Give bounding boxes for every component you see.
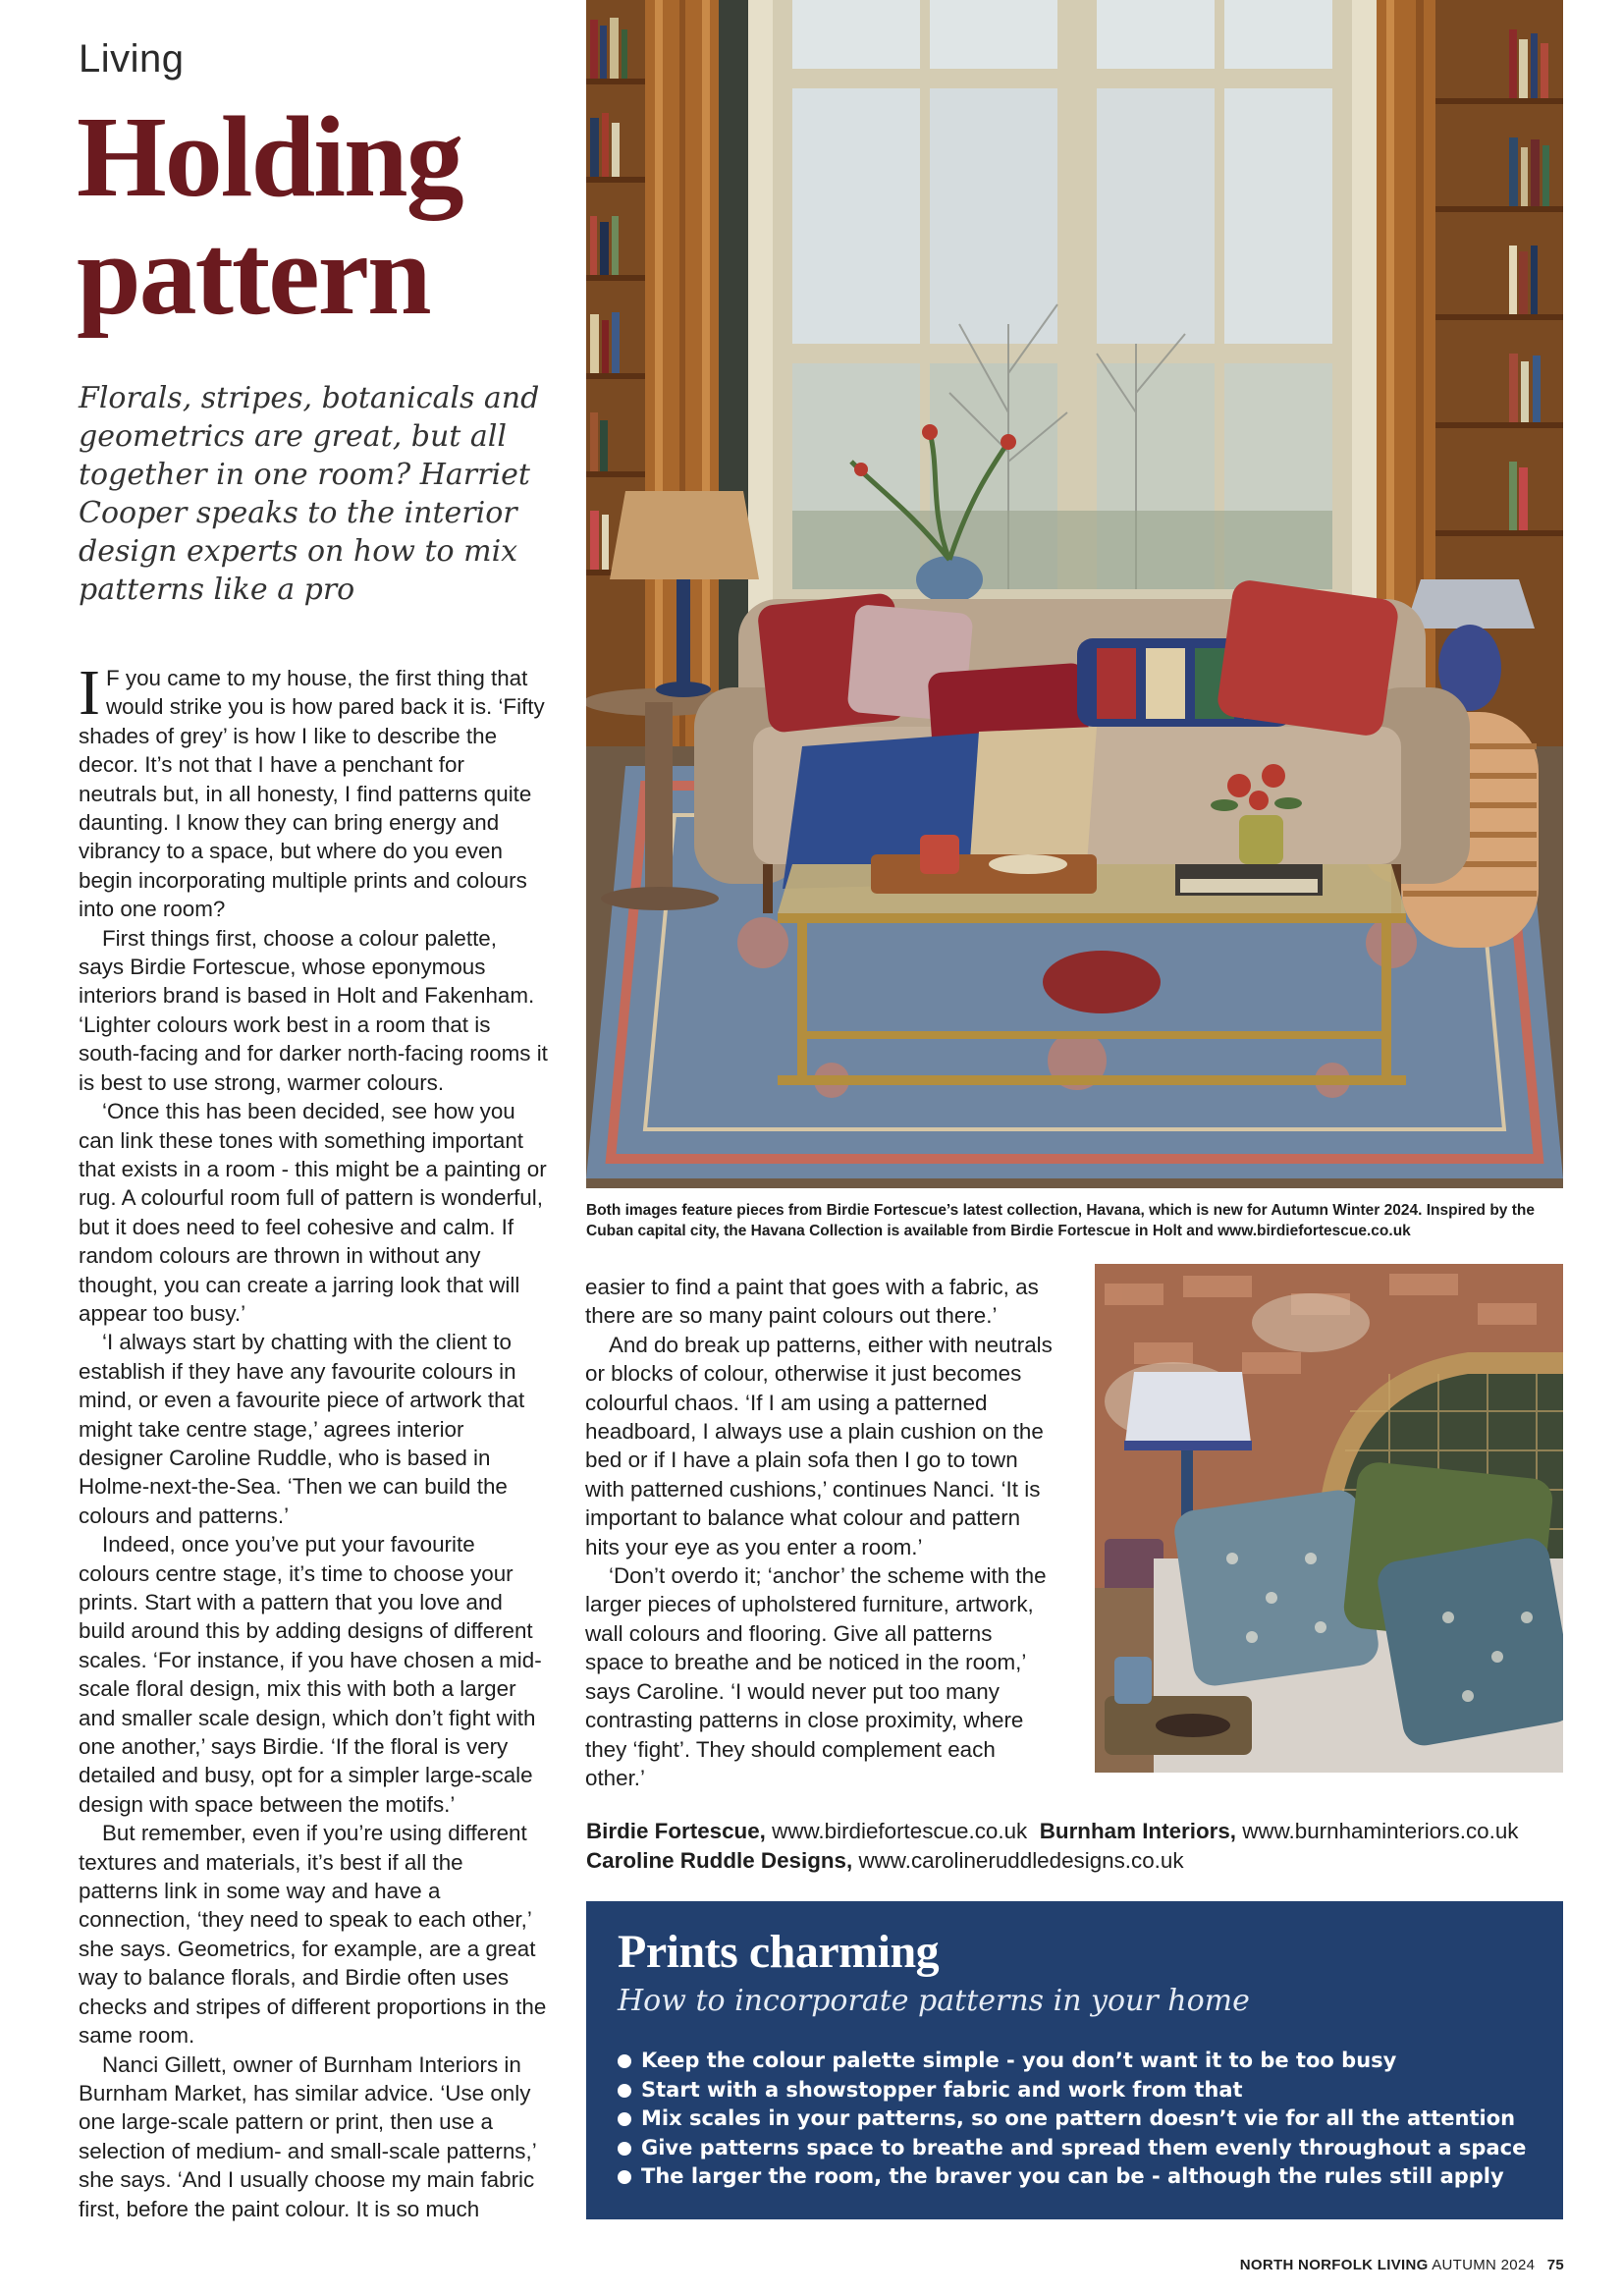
contacts-line-1 — [586, 1817, 1568, 1846]
body-paragraph: Nanci Gillett, owner of Burnham Interiors in Burnham Market, has similar advice. ‘Use only one large-scale pattern or print, then use a selection of medium- and small-scale patterns,’ she says. ‘And I usually choose my main fabric first, before the paint colour. It is so much — [79, 2051, 536, 2221]
tip-item: Mix scales in your patterns, so one pattern doesn’t vie for all the attention — [618, 2105, 1532, 2134]
contact-url[interactable]: www.birdiefortescue.co.uk — [772, 1819, 1028, 1843]
page-number: 75 — [1546, 2257, 1564, 2273]
contacts-line-2 — [586, 1846, 1568, 1876]
issue-label: AUTUMN 2024 — [1432, 2257, 1536, 2273]
publication-name: NORTH NORFOLK LIVING — [1239, 2257, 1429, 2273]
contact-name: Caroline Ruddle Designs, — [586, 1848, 853, 1873]
tip-item: Give patterns space to breathe and spread them evenly throughout a space — [618, 2134, 1532, 2163]
bedroom-illustration — [1095, 1264, 1563, 1773]
tips-box-title: Prints charming — [618, 1926, 940, 1978]
tips-box — [586, 1901, 1563, 2219]
headline — [77, 92, 587, 339]
contact-name: Birdie Fortescue, — [586, 1819, 766, 1843]
body-paragraph: ‘Once this has been decided, see how you can link these tones with something important that exists in a room - this might be a painting or rug. A colourful room full of pattern is wonderful, but it does need to feel cohesive and calm. If random colours are thrown in without any thought, you can create a jarring look that will appear too busy.’ — [79, 1099, 547, 1326]
body-column-2 — [585, 1273, 1055, 1792]
living-room-photo — [586, 0, 1563, 1188]
headline-line-2: pattern — [77, 210, 430, 339]
tips-box-subtitle: How to incorporate patterns in your home — [618, 1984, 1250, 2018]
headline-line-1: Holding — [77, 92, 462, 221]
contacts — [586, 1817, 1568, 1876]
body-paragraph: But remember, even if you’re using different textures and materials, it’s best if all the patterns link in some way and have a connection, ‘they need to speak to each other,’ she says. Geometrics, for example, are a great way to balance florals, and Birdie often uses checks and stripes of different proportions in the same room. — [79, 1821, 547, 2049]
body-paragraph: ‘I always start by chatting with the client to establish if they have any favourite colours in mind, or even a favourite piece of artwork that might take centre stage,’ agrees interior designer Caroline Ruddle, who is based in Holme-next-the-Sea. ‘Then we can build the colours and patterns.’ — [79, 1330, 525, 1528]
contact-url[interactable]: www.burnhaminteriors.co.uk — [1242, 1819, 1519, 1843]
contact-name: Burnham Interiors, — [1039, 1819, 1237, 1843]
photo-caption: Both images feature pieces from Birdie Fortescue’s latest collection, Havana, which is new for Autumn Winter 2024. Inspired by the Cuban capital city, the Havana Collection is available from Birdie Fortescue in Holt and www.birdiefortescue.co.uk — [586, 1202, 1535, 1239]
tips-list — [618, 2047, 1532, 2192]
standfirst: Florals, stripes, botanicals and geometrics are great, but all together in one room? Harriet Cooper speaks to the interior design experts on how to mix patterns like a pro — [79, 381, 540, 607]
living-room-illustration — [586, 0, 1563, 1188]
body-paragraph: easier to find a paint that goes with a fabric, as there are so many paint colours out there.’ — [585, 1275, 1039, 1329]
body-paragraph: ‘Don’t overdo it; ‘anchor’ the scheme with the larger pieces of upholstered furniture, artwork, wall colours and flooring. Give all patterns space to breathe and be noticed in the room,’ says Caroline. ‘I would never put too many contrasting patterns in close proximity, where they ‘fight’. They should complement each other.’ — [585, 1563, 1047, 1790]
tip-item: The larger the room, the braver you can be - although the rules still apply — [618, 2162, 1532, 2192]
tip-item: Keep the colour palette simple - you don’t want it to be too busy — [618, 2047, 1532, 2076]
body-paragraph: First things first, choose a colour palette, says Birdie Fortescue, whose eponymous interiors brand is based in Holt and Fakenham. ‘Lighter colours work best in a room that is south-facing and for darker north-facing rooms it is best to use strong, warmer colours. — [79, 925, 548, 1095]
body-paragraph: And do break up patterns, either with neutrals or blocks of colour, otherwise it just becomes colourful chaos. ‘If I am using a patterned headboard, I always use a plain cushion on the bed or if I have a plain sofa then I go to town with patterned cushions,’ continues Nanci. ‘It is important to balance what colour and pattern hits your eye as you enter a room.’ — [585, 1332, 1053, 1559]
page-footer — [1240, 2257, 1564, 2273]
body-paragraph: Indeed, once you’ve put your favourite colours centre stage, it’s time to choose your prints. Start with a pattern that you love and build around this by adding designs of different scales. ‘For instance, if you have chosen a mid-scale floral design, mix this with both a larger and smaller scale design, which don’t fight with one another,’ says Birdie. ‘If the floral is very detailed and busy, opt for a simpler large-scale design with space between the motifs.’ — [79, 1532, 542, 1817]
contact-url[interactable]: www.carolineruddledesigns.co.uk — [858, 1848, 1184, 1873]
body-paragraph: I F you came to my house, the first thing that would strike you is how pared back it is. ‘Fifty shades of grey’ is how I like to describe the decor. It’s not that I have a penchant for neutrals but, in all honesty, I find patterns quite daunting. I know they can bring energy and vibrancy to a space, but where do you even begin incorporating multiple prints and colours into one room? — [79, 657, 545, 922]
drop-cap: I — [79, 657, 100, 729]
tip-item: Start with a showstopper fabric and work from that — [618, 2076, 1532, 2105]
body-column-1 — [79, 657, 548, 2223]
section-label: Living — [79, 37, 185, 81]
bedroom-photo — [1095, 1264, 1563, 1773]
